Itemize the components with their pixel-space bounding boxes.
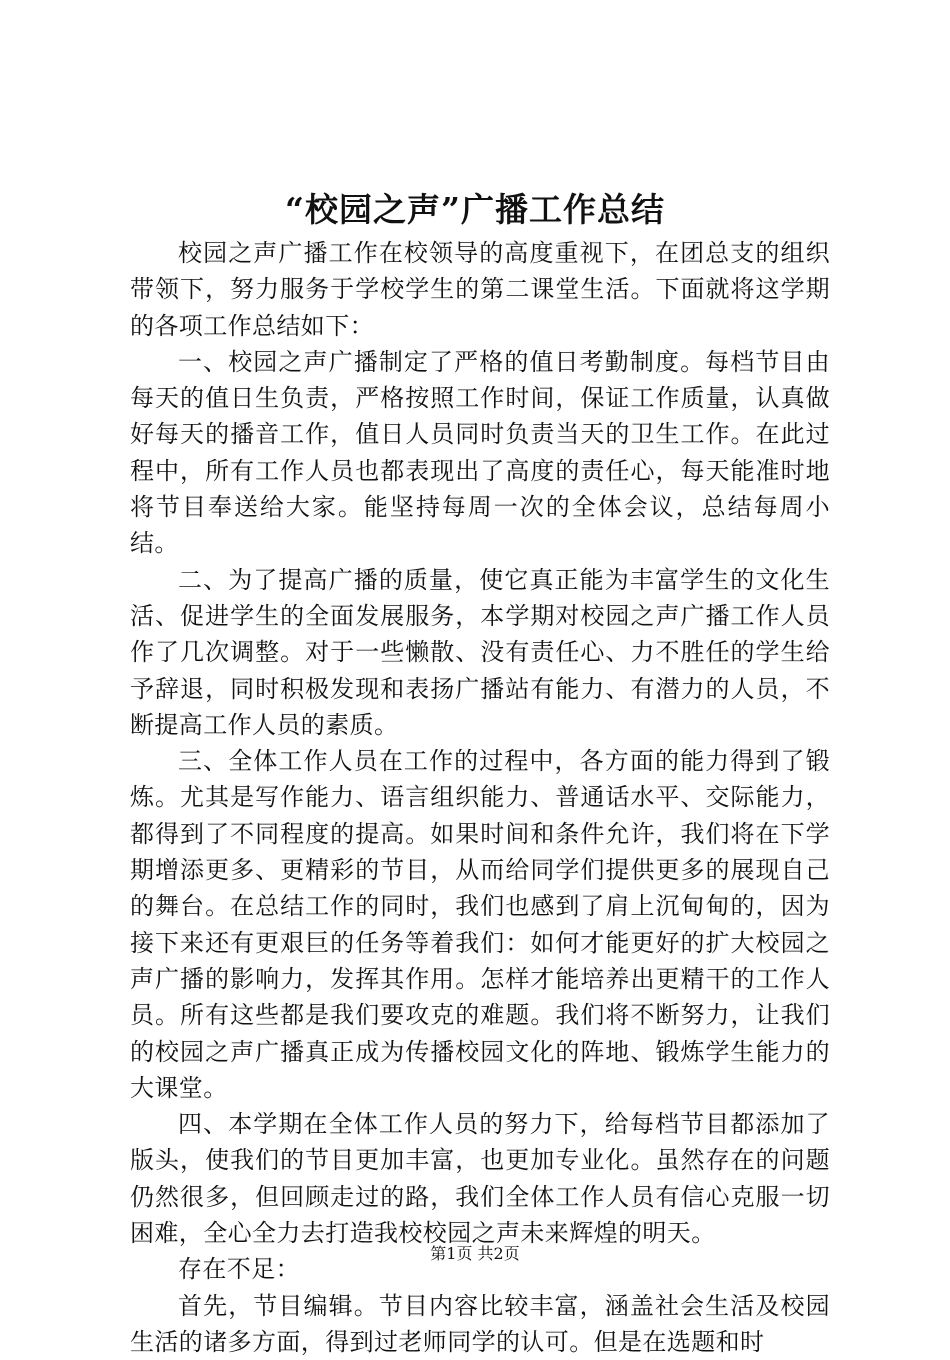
document-body [130, 235, 830, 1360]
paragraph-point-2: 二、为了提高广播的质量，使它真正能为丰富学生的文化生活、促进学生的全面发展服务，本学期对校园之声广播工作人员作了几次调整。对于一些懒散、没有责任心、力不胜任的学生给予辞退，同时积极发现和表扬广播站有能力、有潜力的人员，不断提高工作人员的素质。 [130, 565, 830, 739]
paragraph-intro: 校园之声广播工作在校领导的高度重视下，在团总支的组织带领下，努力服务于学校学生的第二课堂生活。下面就将这学期的各项工作总结如下： [130, 239, 830, 340]
paragraph-point-3: 三、全体工作人员在工作的过程中，各方面的能力得到了锻炼。尤其是写作能力、语言组织能力、普通话水平、交际能力，都得到了不同程度的提高。如果时间和条件允许，我们将在下学期增添更多、更精彩的节目，从而给同学们提供更多的展现自己的舞台。在总结工作的同时，我们也感到了肩上沉甸甸的，因为接下来还有更艰巨的任务等着我们：如何才能更好的扩大校园之声广播的影响力，发挥其作用。怎样才能培养出更精干的工作人员。所有这些都是我们要攻克的难题。我们将不断努力，让我们的校园之声广播真正成为传播校园文化的阵地、锻炼学生能力的大课堂。 [130, 747, 830, 1102]
paragraph-shortcomings-heading: 存在不足： [178, 1255, 300, 1284]
paragraph-point-1: 一、校园之声广播制定了严格的值日考勤制度。每档节目由每天的值日生负责，严格按照工作时间，保证工作质量，认真做好每天的播音工作，值日人员同时负责当天的卫生工作。在此过程中，所有工作人员也都表现出了高度的责任心，每天能准时地将节目奉送给大家。能坚持每周一次的全体会议，总结每周小结。 [130, 347, 830, 558]
paragraph-point-4: 四、本学期在全体工作人员的努力下，给每档节目都添加了版头，使我们的节目更加丰富，也更加专业化。虽然存在的问题仍然很多，但回顾走过的路，我们全体工作人员有信心克服一切困难，全心全力去打造我校校园之声未来辉煌的明天。 [130, 1110, 830, 1248]
page-number-footer: 第1页 共2页 [430, 1244, 520, 1263]
paragraph-shortcoming-1: 首先，节目编辑。节目内容比较丰富，涵盖社会生活及校园生活的诸多方面，得到过老师同学的认可。但是在选题和时 [130, 1291, 830, 1356]
document-title: “校园之声”广播工作总结 [285, 190, 665, 229]
